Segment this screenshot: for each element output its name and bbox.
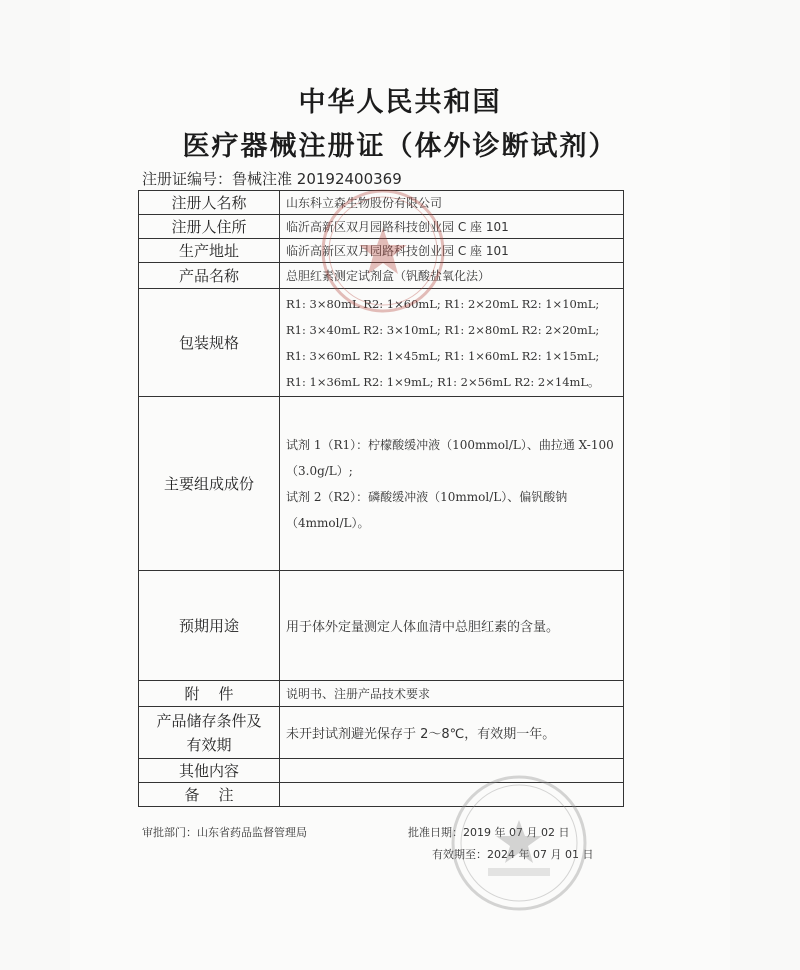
- label-remarks: 备 注: [139, 783, 280, 807]
- row-remarks: [139, 783, 624, 807]
- packaging-line: R1: 1×36mL R2: 1×9mL; R1: 2×56mL R2: 2×14mL。: [286, 374, 600, 389]
- composition-line: （4mmol/L）。: [286, 515, 370, 530]
- packaging-line: R1: 3×80mL R2: 1×60mL; R1: 2×20mL R2: 1×10mL;: [286, 296, 600, 311]
- label-storage: [139, 707, 280, 759]
- label-other: 其他内容: [139, 759, 280, 783]
- value-packaging: [280, 289, 624, 397]
- title-country: 中华人民共和国: [298, 87, 502, 118]
- packaging-line: R1: 3×40mL R2: 3×10mL; R1: 2×80mL R2: 2×20mL;: [286, 322, 600, 337]
- value-remarks: [280, 783, 624, 807]
- certificate-table: [138, 190, 624, 807]
- row-other: [139, 759, 624, 783]
- row-production-address: [139, 239, 624, 263]
- row-packaging: [139, 289, 624, 397]
- value-registrant-address: 临沂高新区双月园路科技创业园 C 座 101: [280, 215, 624, 239]
- composition-line: 试剂 1（R1）：柠檬酸缓冲液（100mmol/L）、曲拉通 X-100: [286, 437, 614, 452]
- row-product-name: [139, 263, 624, 289]
- label-registrant-name: 注册人名称: [139, 191, 280, 215]
- value-storage: 未开封试剂避光保存于 2～8℃，有效期一年。: [280, 707, 624, 759]
- row-storage: [139, 707, 624, 759]
- label-product-name: 产品名称: [139, 263, 280, 289]
- row-intended-use: [139, 571, 624, 681]
- composition-line: 试剂 2（R2）：磷酸缓冲液（10mmol/L）、偏钒酸钠: [286, 489, 568, 504]
- row-attachments: [139, 681, 624, 707]
- label-registrant-address: 注册人住所: [139, 215, 280, 239]
- label-composition: 主要组成成份: [139, 397, 280, 571]
- registration-number: 注册证编号：鲁械注准 20192400369: [142, 170, 402, 188]
- value-intended-use: 用于体外定量测定人体血清中总胆红素的含量。: [280, 571, 624, 681]
- value-composition: [280, 397, 624, 571]
- value-other: [280, 759, 624, 783]
- label-production-address: 生产地址: [139, 239, 280, 263]
- label-attachments: 附 件: [139, 681, 280, 707]
- value-production-address: 临沂高新区双月园路科技创业园 C 座 101: [280, 239, 624, 263]
- approval-authority: 审批部门：山东省药品监督管理局: [142, 826, 307, 839]
- row-registrant-name: [139, 191, 624, 215]
- row-registrant-address: [139, 215, 624, 239]
- approval-date: 批准日期：2019 年 07 月 02 日: [408, 826, 570, 839]
- packaging-line: R1: 3×60mL R2: 1×45mL; R1: 1×60mL R2: 1×15mL;: [286, 348, 600, 363]
- row-composition: [139, 397, 624, 571]
- title-certificate: 医疗器械注册证（体外诊断试剂）: [182, 131, 618, 162]
- value-registrant-name: 山东科立森生物股份有限公司: [280, 191, 624, 215]
- value-product-name: 总胆红素测定试剂盒（钒酸盐氧化法）: [280, 263, 624, 289]
- composition-line: （3.0g/L）;: [286, 463, 353, 478]
- label-packaging: 包装规格: [139, 289, 280, 397]
- value-attachments: 说明书、注册产品技术要求: [280, 681, 624, 707]
- expiry-date: 有效期至：2024 年 07 月 01 日: [432, 848, 594, 861]
- label-storage-line2: 有效期: [186, 735, 232, 754]
- label-storage-line1: 产品储存条件及: [156, 711, 262, 730]
- label-intended-use: 预期用途: [139, 571, 280, 681]
